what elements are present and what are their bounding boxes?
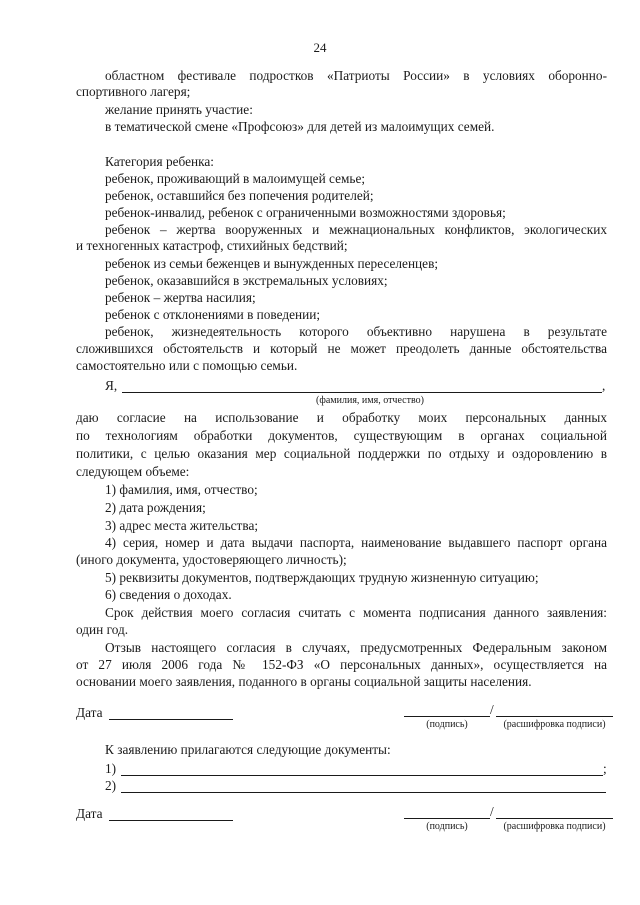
consent-text: следующем объеме: (76, 464, 190, 479)
signature-decode-field[interactable] (496, 716, 613, 717)
attachment-item-1-label: 1) (105, 761, 117, 776)
signature-decode-field[interactable] (496, 818, 613, 819)
slash: / (490, 804, 494, 819)
revoke-text: от 27 июля 2006 года № 152-ФЗ «О персональных данных», осуществляется на (76, 657, 607, 672)
attachments-heading: К заявлению прилагаются следующие документы: (105, 742, 391, 757)
festival-line: областном фестивале подростков «Патриоты России» в условиях оборонно- (105, 68, 607, 83)
category-item: ребенок, проживающий в малоимущей семье; (105, 171, 366, 186)
sign-caption: (подпись) (426, 821, 468, 832)
date-field[interactable] (109, 820, 233, 821)
signature-field[interactable] (404, 818, 490, 819)
category-item: ребенок с отклонениями в поведении; (105, 307, 321, 322)
fio-comma: , (602, 378, 606, 393)
category-item-cont: самостоятельно или с помощью семьи. (76, 358, 298, 373)
category-item: ребенок из семьи беженцев и вынужденных переселенцев; (105, 256, 439, 271)
category-item: ребенок, жизнедеятельность которого объективно нарушена в результате (105, 324, 607, 339)
consent-text: по технологиям обработки документов, существующим в органах социальной (76, 428, 607, 443)
date-label: Дата (76, 705, 103, 720)
date-label: Дата (76, 806, 103, 821)
data-list-item: 3) адрес места жительства; (105, 518, 259, 533)
category-heading: Категория ребенка: (105, 154, 214, 169)
category-item-cont: сложившихся обстоятельств и который не может преодолеть данные обстоятельства (76, 341, 607, 356)
data-list-item: 4) серия, номер и дата выдачи паспорта, наименование выдавшего паспорт органа (105, 535, 607, 550)
revoke-text: основании моего заявления, поданного в органы социальной защиты населения. (76, 674, 532, 689)
festival-line-cont: спортивного лагеря; (76, 84, 191, 99)
category-item: ребенок, оказавшийся в экстремальных условиях; (105, 273, 388, 288)
data-list-item: 5) реквизиты документов, подтверждающих трудную жизненную ситуацию; (105, 570, 539, 585)
attachment-item-1-field[interactable] (121, 775, 603, 776)
participation-value: в тематической смене «Профсоюз» для детей из малоимущих семей. (105, 119, 495, 134)
page-number: 24 (313, 40, 327, 55)
date-field[interactable] (109, 719, 233, 720)
consent-text: политики, с целью оказания мер социальной поддержки по отдыху и оздоровлению в (76, 446, 607, 461)
revoke-text: Отзыв настоящего согласия в случаях, предусмотренных Федеральным законом (105, 640, 607, 655)
fio-caption: (фамилия, имя, отчество) (316, 395, 424, 406)
decode-caption: (расшифровка подписи) (503, 821, 606, 832)
data-list-item-cont: (иного документа, удостоверяющего личность); (76, 552, 347, 567)
signature-field[interactable] (404, 716, 490, 717)
decode-caption: (расшифровка подписи) (503, 719, 606, 730)
slash: / (490, 702, 494, 717)
sign-caption: (подпись) (426, 719, 468, 730)
ya-label: Я, (105, 378, 118, 393)
category-item: ребенок – жертва насилия; (105, 290, 256, 305)
category-item-cont: и техногенных катастроф, стихийных бедствий; (76, 238, 348, 253)
attachment-item-2-field[interactable] (121, 792, 606, 793)
validity-text: Срок действия моего согласия считать с момента подписания данного заявления: (105, 605, 607, 620)
attachment-item-2-label: 2) (105, 778, 117, 793)
fio-field[interactable] (122, 392, 602, 393)
participation-label: желание принять участие: (105, 102, 253, 117)
attachment-item-1-semicolon: ; (603, 761, 607, 776)
consent-text: даю согласие на использование и обработку моих персональных данных (76, 410, 607, 425)
category-item: ребенок – жертва вооруженных и межнациональных конфликтов, экологических (105, 222, 607, 237)
category-item: ребенок-инвалид, ребенок с ограниченными возможностями здоровья; (105, 205, 506, 220)
data-list-item: 2) дата рождения; (105, 500, 206, 515)
category-item: ребенок, оставшийся без попечения родителей; (105, 188, 374, 203)
validity-text-cont: один год. (76, 622, 129, 637)
data-list-item: 1) фамилия, имя, отчество; (105, 482, 258, 497)
data-list-item: 6) сведения о доходах. (105, 587, 232, 602)
